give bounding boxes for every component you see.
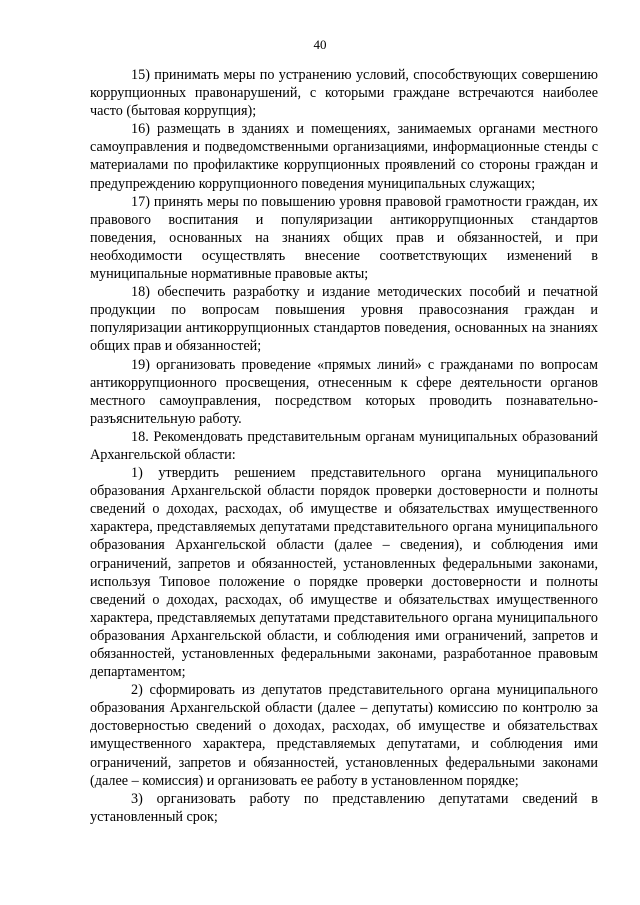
paragraph-section-18: 18. Рекомендовать представительным органам муниципальных образований Архангельской области:	[90, 428, 598, 463]
paragraph-item-19: 19) организовать проведение «прямых линий» с гражданами по вопросам антикоррупционного просвещения, отнесенным к сфере деятельности органов местного самоуправления, посредством которых проводить познавательно-разъяснительную работу.	[90, 356, 598, 427]
paragraph-item-15: 15) принимать меры по устранению условий, способствующих совершению коррупционных правонарушений, с которыми граждане встречаются наиболее часто (бытовая коррупция);	[90, 67, 598, 120]
paragraph-item-16: 16) размещать в зданиях и помещениях, занимаемых органами местного самоуправления и подведомственными организациями, информационные стенды с материалами по профилактике коррупционных проявлений со стороны граждан и предупреждению коррупционного поведения муниципальных служащих;	[90, 121, 598, 192]
page-number: 40	[313, 37, 327, 52]
paragraph-item-17: 17) принять меры по повышению уровня правовой грамотности граждан, их правового воспитания и популяризации антикоррупционных стандартов поведения, основанных на знаниях общих прав и обязанностей, и при необходимости осуществлять внесение соответствующих изменений в муниципальные нормативные правовые акты;	[90, 193, 598, 283]
paragraph-subitem-2: 2) сформировать из депутатов представительного органа муниципального образования Архангельской области (далее – депутаты) комиссию по контролю за достоверностью сведений о доходах, расходах, об имуществе и обязательствах имущественного характера, представляемых депутатами, и соблюдения ими ограничений, запретов и обязанностей, установленных федеральными законами (далее – комиссия) и организовать ее работу в установленном порядке;	[90, 682, 598, 789]
paragraph-subitem-3: 3) организовать работу по представлению депутатами сведений в установленный срок;	[90, 790, 598, 825]
paragraph-subitem-1: 1) утвердить решением представительного органа муниципального образования Архангельской области порядок проверки достоверности и полноты сведений о доходах, расходах, об имуществе и обязательствах имущественного характера, представляемых депутатами представительного органа муниципального образования Архангельской области (далее – сведения), и соблюдения ими ограничений, запретов и обязанностей, установленных федеральными законами, используя Типовое положение о порядке проверки достоверности и полноты сведений о доходах, расходах, об имуществе и обязательствах имущественного характера, представляемых депутатами представительного органа муниципального образования Архангельской области, и соблюдения ими ограничений, запретов и обязанностей, установленных федеральными законами, разработанное правовым департаментом;	[90, 465, 598, 681]
paragraph-item-18: 18) обеспечить разработку и издание методических пособий и печатной продукции по вопросам повышения уровня правосознания граждан и популяризации антикоррупционных стандартов поведения, основанных на знаниях общих прав и обязанностей;	[90, 284, 598, 355]
document-body	[90, 66, 598, 826]
